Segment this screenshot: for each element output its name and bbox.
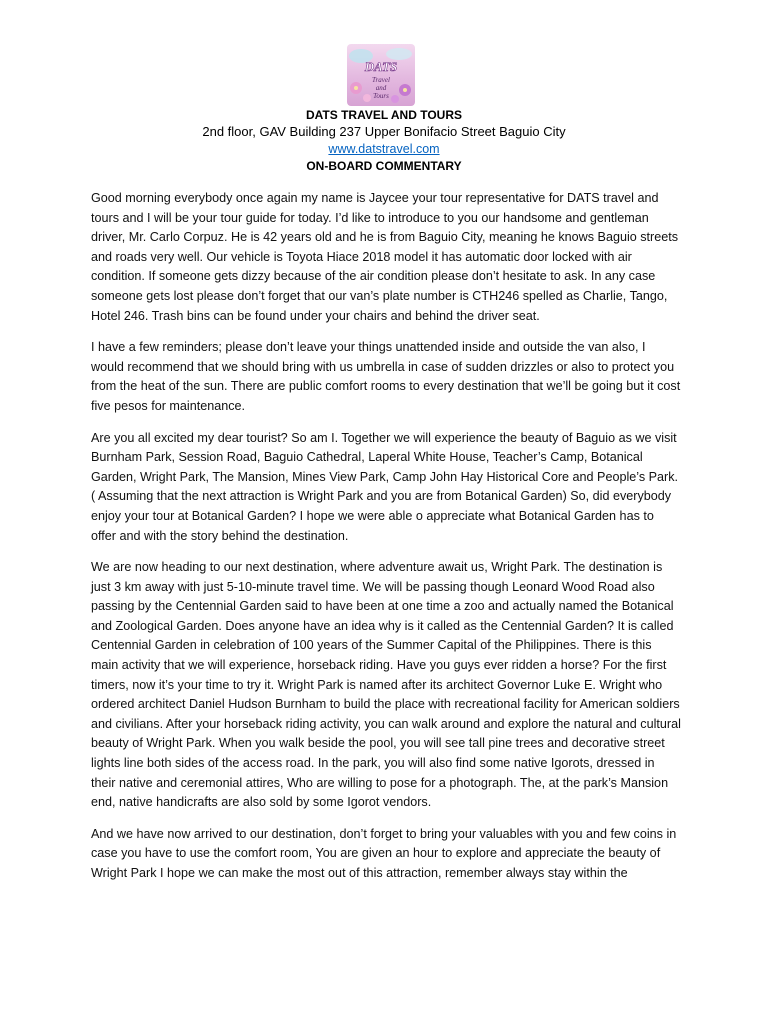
letterhead [0, 108, 768, 175]
svg-text:Tours: Tours [373, 92, 389, 100]
paragraph: Are you all excited my dear tourist? So am I. Together we will experience the beauty of Baguio as we visit Burnham Park, Session Road, Baguio Cathedral, Laperal White House, Teacher’s Camp, Botanical Garden, Wright Park, The Mansion, Mines View Park, Camp John Hay Historical Core and People’s Park. ( Assuming that the next attraction is Wright Park and you are from Botanical Garden) So, did everybody enjoy your tour at Botanical Garden? I hope we were able o appreciate what Botanical Garden has to offer and with the story behind the destination. [91, 430, 679, 543]
document-title: ON-BOARD COMMENTARY [306, 159, 462, 173]
website-link[interactable]: www.datstravel.com [328, 142, 440, 156]
svg-text:DATS: DATS [364, 59, 398, 74]
paragraph: Good morning everybody once again my name is Jaycee your tour representative for DATS travel and tours and I will be your tour guide for today. I’d like to introduce to you our handsome and gentleman driver, Mr. Carlo Corpuz. He is 42 years old and he is from Baguio City, meaning he knows Baguio streets and roads very well. Our vehicle is Toyota Hiace 2018 model it has automatic door locked with air condition. If someone gets dizzy because of the air condition please don’t hesitate to ask. In any case someone gets lost please don’t forget that our van’s plate number is CTH246 spelled as Charlie, Tango, Hotel 246. Trash bins can be found under your chairs and behind the driver seat. [91, 191, 679, 323]
dats-logo [347, 44, 415, 106]
paragraph: I have a few reminders; please don’t leave your things unattended inside and outside the van also, I would recommend that we should bring with us umbrella in case of sudden drizzles or also to protect you from the heat of the sun. There are public comfort rooms to every destination that we’ll be going but it cost five pesos for maintenance. [91, 340, 681, 413]
paragraph: We are now heading to our next destination, where adventure await us, Wright Park. The destination is just 3 km away with just 5-10-minute travel time. We will be passing though Leonard Wood Road also passing by the Centennial Garden said to have been at one time a zoo and actually named the Botanical and Zoological Garden. Does anyone have an idea why is it called as the Centennial Garden? It is called Centennial Garden in celebration of 100 years of the Summer Capital of the Philippines. There is this main activity that we will experience, horseback riding. Have you guys ever ridden a horse? For the first timers, now it’s your time to try it. Wright Park is named after its architect Governor Luke E. Wright who ordered architect Daniel Hudson Burnham to build the place with recreational facility for American soldiers and civilians. After your horseback riding activity, you can walk around and explore the natural and cultural beauty of Wright Park. When you walk beside the pool, you will see tall pine trees and decorative street lights line both sides of the access road. In the park, you will also find some native Igorots, dressed in their native and ceremonial attires, Who are willing to pose for a photograph. The, at the park’s Mansion end, native handicrafts are also sold by some Igorot vendors. [91, 560, 681, 810]
commentary-body [91, 189, 681, 896]
paragraph: And we have now arrived to our destination, don’t forget to bring your valuables with you and few coins in case you have to use the comfort room, You are given an hour to explore and appreciate the beauty of Wright Park I hope we can make the most out of this attraction, remember always stay within the [91, 826, 677, 880]
company-name: DATS TRAVEL AND TOURS [305, 108, 462, 122]
company-address: 2nd floor, GAV Building 237 Upper Bonifacio Street Baguio City [202, 124, 566, 139]
svg-text:and: and [375, 84, 387, 92]
svg-text:Travel: Travel [372, 76, 390, 84]
